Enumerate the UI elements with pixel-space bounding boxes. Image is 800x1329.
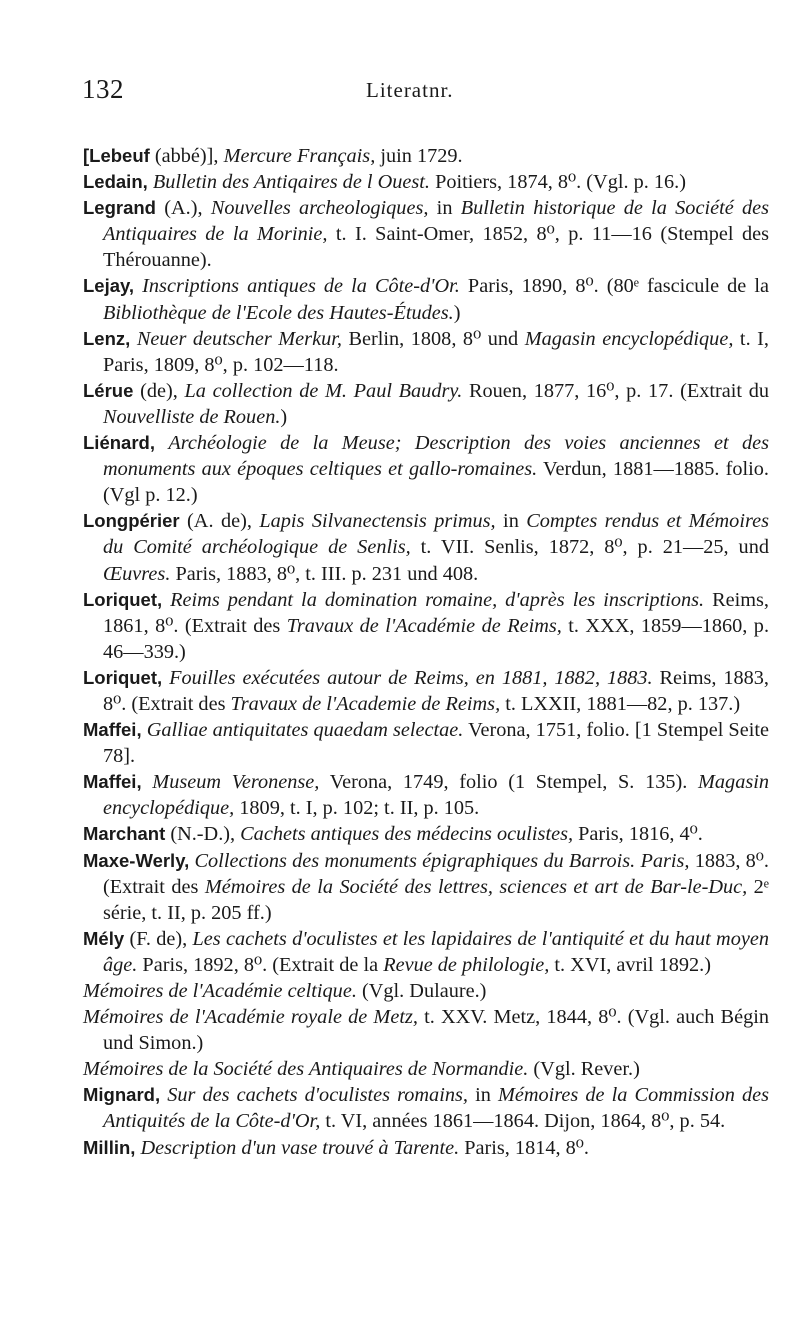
entry-title: Reims pendant la domination romaine, d'après les inscriptions. [170,588,705,611]
entry-text [155,432,168,454]
entry-text: Verona, 1751, folio. [1 Stempel Seite 78]. [103,719,769,768]
bibliography-entry [83,587,769,665]
entry-author: Legrand [83,197,156,219]
entry-text: 1883, 8⁰. (Extrait des [103,849,770,898]
entry-title: Nouvelliste de Rouen. [103,405,281,428]
entry-author: [Lebeuf [83,145,150,166]
entry-text: t. XXV. Metz, 1844, 8⁰. (Vgl. auch Bégin und Simon.) [103,1006,769,1055]
entry-author: Lérue [83,379,134,401]
bibliography-entry [83,848,769,926]
entry-title: Revue de philologie, [383,953,550,976]
entry-text: t. I. Saint-Omer, 1852, 8⁰, p. 11—16 (Stempel des Thérouanne). [103,223,770,272]
entry-text: Paris, 1890, 8⁰. (80ᵉ fascicule de la [459,275,769,298]
entry-text: t. VI, années 1861—1864. Dijon, 1864, 8⁰, p. 54. [320,1110,726,1133]
entry-text: 2ᵉ série, t. II, p. 205 ff.) [103,875,770,924]
entry-title: Nouvelles archeologiques, [210,197,429,220]
bibliography-entry [83,717,769,769]
entry-title: Bulletin historique de la Société des Antiquaires de la Morinie, [103,197,770,246]
entry-title: Sur des cachets d'oculistes romains, [167,1084,468,1107]
entry-author: Marchant [83,823,166,845]
entry-title: Galliae antiquitates quaedam selectae. [146,719,464,742]
bibliography-entry [83,1082,769,1134]
entry-text: in [495,510,527,533]
bibliography-entry [83,430,769,508]
entry-title: Mémoires de la Commission des Antiquités de la Côte-d'Or, [103,1084,769,1133]
entry-text [134,275,142,297]
bibliography-entry [83,1056,769,1082]
entry-title: Mémoires de la Société des Antiquaires de Normandie. [83,1058,529,1081]
entry-author: Loriquet, [83,666,163,688]
entry-text: (abbé)], [149,145,224,167]
entry-author: Loriquet, [83,588,163,610]
bibliography-entry [83,978,769,1004]
entry-author: Millin, [83,1136,136,1158]
entry-author: Maffei, [83,719,142,741]
entry-text: Berlin, 1808, 8⁰ und [341,327,525,350]
page-number: 132 [82,74,124,104]
entry-text [142,771,153,793]
entry-title: Mercure Français, [223,145,376,167]
entry-text: in [467,1084,498,1107]
entry-text: ) [280,405,288,428]
entry-text: Verona, 1749, folio (1 Stempel, S. 135). [319,771,699,794]
entry-text: t. I, Paris, 1809, 8⁰, p. 102—118. [103,327,769,376]
entry-text: 1809, t. I, p. 102; t. II, p. 105. [234,797,480,820]
bibliography-entry [83,169,769,195]
entry-author: Maxe-Werly, [83,849,190,871]
entry-text: (N.-D.), [165,823,241,846]
bibliography-entry [83,195,769,273]
bibliography-entry [83,769,769,821]
entry-title: Magasin encyclopédique, [524,327,734,350]
entry-text: (Vgl. Rever.) [528,1058,640,1081]
bibliography-entry [83,326,769,378]
bibliography-entry [83,143,769,169]
entry-author: Longpérier [83,510,180,532]
entry-title: Inscriptions antiques de la Côte-d'Or. [142,275,460,298]
entry-title: Museum Veronense, [152,771,320,794]
entry-title: Magasin encyclopédique, [103,771,769,820]
entry-title: Mémoires de l'Académie celtique. [83,980,357,1002]
bibliography-entry [83,273,769,325]
entry-text: (A. de), [179,510,260,533]
entry-title: La collection de M. Paul Baudry. [184,379,463,402]
entry-text: (Vgl. Dulaure.) [356,980,487,1002]
entry-title: Lapis Silvanectensis primus, [259,510,496,533]
bibliography-entry [83,926,769,978]
entry-title: Travaux de l'Academie de Reims, [230,692,501,715]
entry-text: in [428,197,461,220]
entry-author: Mignard, [83,1084,161,1106]
entry-text: Poitiers, 1874, 8⁰. (Vgl. p. 16.) [430,171,687,194]
entry-title: Bibliothèque de l'Ecole des Hautes-Études. [103,301,454,324]
entry-text: Verdun, 1881—1885. folio. (Vgl p. 12.) [103,458,769,507]
bibliography-entry [83,821,769,847]
entry-title: Travaux de l'Académie de Reims, [286,614,562,637]
entry-author: Mély [83,927,125,949]
entry-author: Maffei, [83,771,142,793]
bibliography-entry [83,1135,769,1161]
entry-text: t. XXX, 1859—1860, p. 46—339.) [103,614,770,663]
bibliography-entry [83,1004,769,1056]
entry-author: Lejay, [83,275,135,297]
entry-text: t. LXXII, 1881—82, p. 137.) [500,692,741,715]
entry-title: Cachets antiques des médecins oculistes, [240,823,574,846]
entry-text [162,589,170,611]
entry-text: t. XVI, avril 1892.) [549,953,711,976]
entry-author: Ledain, [83,171,148,193]
entry-title: Mémoires de l'Académie royale de Metz, [83,1006,418,1029]
entry-title: Collections des monuments épigraphiques du Barrois. Paris, [194,849,690,872]
entry-title: Bulletin des Antiqaires de l Ouest. [152,171,430,194]
entry-text: (A.), [155,197,211,220]
entry-text: (de), [133,379,185,402]
entry-text: Rouen, 1877, 16⁰, p. 17. (Extrait du [462,379,769,402]
entry-title: Les cachets d'oculistes et les lapidaires de l'antiquité et du haut moyen âge. [103,927,769,976]
entry-text: Paris, 1814, 8⁰. [459,1136,589,1159]
entry-text: Paris, 1816, 4⁰. [573,823,703,846]
bibliography-entry [83,378,769,430]
page-header [82,74,650,114]
entry-text: Reims, 1883, 8⁰. (Extrait des [103,666,769,715]
entry-title: Œuvres. [103,562,171,585]
bibliography-list [83,143,769,1161]
entry-text: Paris, 1883, 8⁰, t. III. p. 231 und 408. [170,562,479,585]
entry-text: t. VII. Senlis, 1872, 8⁰, p. 21—25, und [410,536,769,559]
entry-text: ) [453,301,461,324]
entry-title: Fouilles exécutées autour de Reims, en 1881, 1882, 1883. [169,666,653,689]
bibliography-entry [83,508,769,586]
entry-text: juin 1729. [375,145,463,167]
entry-title: Neuer deutscher Merkur, [136,327,342,350]
entry-title: Comptes rendus et Mémoires du Comité archéologique de Senlis, [103,510,769,559]
entry-title: Mémoires de la Société des lettres, sciences et art de Bar-le-Duc, [204,875,748,898]
entry-text: (F. de), [124,927,193,950]
entry-title: Archéologie de la Meuse; Description des voies anciennes et des monuments aux époques celtiques et gallo-romaines. [103,432,769,481]
entry-author: Liénard, [83,432,155,454]
bibliography-entry [83,665,769,717]
entry-text: Reims, 1861, 8⁰. (Extrait des [103,588,769,637]
entry-author: Lenz, [83,327,131,349]
entry-text: Paris, 1892, 8⁰. (Extrait de la [137,953,384,976]
entry-title: Description d'un vase trouvé à Tarente. [140,1136,460,1159]
running-title: Literatnr. [366,78,454,102]
